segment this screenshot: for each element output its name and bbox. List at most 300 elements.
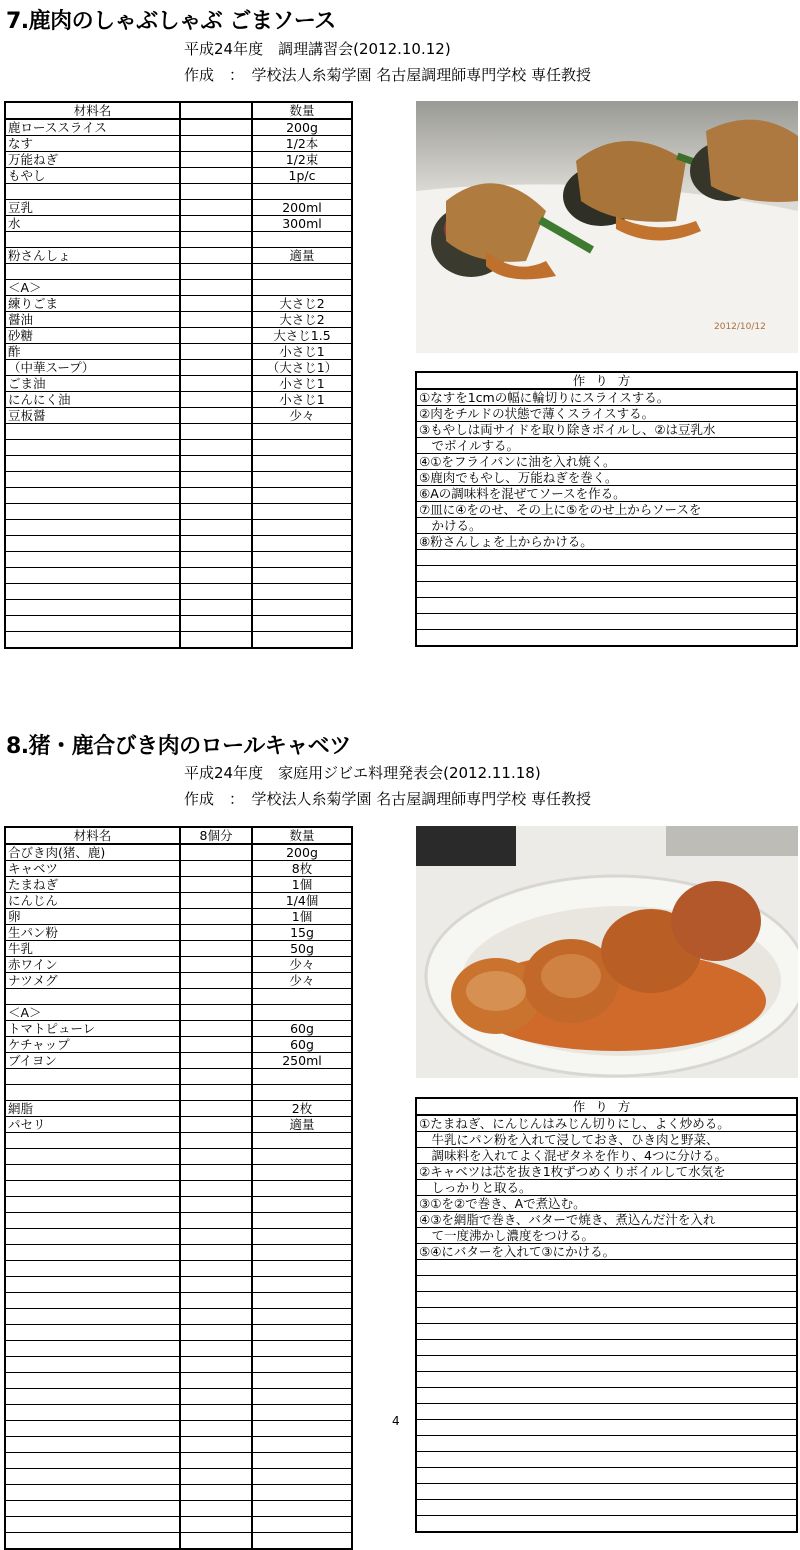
ingredient-name: キャベツ [5, 861, 180, 877]
ingredient-row [5, 1213, 352, 1229]
ingredient-name: 万能ねぎ [5, 152, 180, 168]
ingredient-serving [180, 941, 252, 957]
ingredient-qty [252, 280, 352, 296]
ingredient-serving [180, 1469, 252, 1485]
ingredient-row [5, 1437, 352, 1453]
ingredient-qty [252, 1341, 352, 1357]
ingredient-qty: 60g [252, 1037, 352, 1053]
ingredient-name [5, 1181, 180, 1197]
ingredient-qty [252, 1133, 352, 1149]
ingredient-name [5, 632, 180, 649]
header-name: 材料名 [5, 102, 180, 119]
ingredient-qty: 15g [252, 925, 352, 941]
ingredient-serving [180, 1101, 252, 1117]
ingredient-row [5, 1405, 352, 1421]
ingredient-row [5, 360, 352, 376]
ingredient-name [5, 1149, 180, 1165]
ingredient-serving [180, 1453, 252, 1469]
ingredient-serving [180, 536, 252, 552]
recipe2-title: 8.猪・鹿合びき肉のロールキャベツ [6, 734, 351, 759]
ingredient-row [5, 248, 352, 264]
ingredient-row [5, 1037, 352, 1053]
ingredient-row [5, 296, 352, 312]
ingredient-name: 砂糖 [5, 328, 180, 344]
ingredient-name: 粉さんしょ [5, 248, 180, 264]
ingredient-serving [180, 1069, 252, 1085]
ingredient-qty [252, 1453, 352, 1469]
step-text [416, 550, 797, 566]
step-row [416, 1164, 797, 1180]
ingredient-qty: 1/4個 [252, 893, 352, 909]
ingredient-serving [180, 472, 252, 488]
ingredient-qty [252, 1325, 352, 1341]
ingredient-row [5, 152, 352, 168]
ingredient-serving [180, 232, 252, 248]
ingredient-row [5, 504, 352, 520]
step-row [416, 582, 797, 598]
step-row [416, 1324, 797, 1340]
ingredient-name: 合びき肉(猪、鹿) [5, 844, 180, 861]
ingredient-serving [180, 1085, 252, 1101]
ingredient-serving [180, 504, 252, 520]
step-text [416, 1468, 797, 1484]
ingredient-qty: 少々 [252, 408, 352, 424]
ingredient-name [5, 1229, 180, 1245]
ingredient-serving [180, 925, 252, 941]
ingredient-serving [180, 1389, 252, 1405]
step-row [416, 1468, 797, 1484]
ingredient-serving [180, 893, 252, 909]
ingredient-row [5, 1133, 352, 1149]
ingredient-name: 赤ワイン [5, 957, 180, 973]
step-row [416, 470, 797, 486]
ingredient-serving [180, 1005, 252, 1021]
ingredient-row [5, 312, 352, 328]
ingredient-qty [252, 1517, 352, 1533]
ingredient-name [5, 1453, 180, 1469]
ingredient-serving [180, 1261, 252, 1277]
ingredient-qty: 1/2束 [252, 152, 352, 168]
ingredient-serving [180, 440, 252, 456]
ingredient-row [5, 1005, 352, 1021]
ingredient-row [5, 552, 352, 568]
ingredient-serving [180, 424, 252, 440]
ingredient-row [5, 232, 352, 248]
ingredient-serving [180, 392, 252, 408]
ingredient-serving [180, 632, 252, 649]
ingredient-qty [252, 1293, 352, 1309]
ingredient-qty [252, 1437, 352, 1453]
ingredient-serving [180, 957, 252, 973]
ingredient-row [5, 1245, 352, 1261]
ingredient-name: パセリ [5, 1117, 180, 1133]
ingredient-name [5, 1357, 180, 1373]
recipe1-event: 平成24年度 調理講習会(2012.10.12) [184, 40, 451, 58]
ingredient-row [5, 1469, 352, 1485]
ingredients-header-row [5, 102, 352, 119]
ingredient-serving [180, 280, 252, 296]
ingredient-row [5, 456, 352, 472]
ingredient-qty: 大さじ2 [252, 296, 352, 312]
step-row [416, 502, 797, 518]
ingredient-name [5, 504, 180, 520]
ingredient-qty: 1p/c [252, 168, 352, 184]
ingredient-name: ごま油 [5, 376, 180, 392]
ingredient-name [5, 424, 180, 440]
ingredient-row [5, 536, 352, 552]
ingredient-serving [180, 1117, 252, 1133]
header-qty: 数量 [252, 827, 352, 844]
step-row [416, 1212, 797, 1228]
ingredient-serving [180, 1053, 252, 1069]
ingredient-name [5, 552, 180, 568]
ingredient-row [5, 424, 352, 440]
ingredient-serving [180, 861, 252, 877]
ingredient-qty [252, 536, 352, 552]
ingredient-qty [252, 184, 352, 200]
ingredient-serving [180, 1133, 252, 1149]
ingredient-qty [252, 1085, 352, 1101]
ingredient-row [5, 957, 352, 973]
ingredient-row [5, 616, 352, 632]
ingredient-serving [180, 184, 252, 200]
step-text [416, 566, 797, 582]
ingredient-name: トマトピューレ [5, 1021, 180, 1037]
step-row [416, 1436, 797, 1452]
step-text: ②キャベツは芯を抜き1枚ずつめくりボイルして水気を [416, 1164, 797, 1180]
ingredient-serving [180, 1501, 252, 1517]
ingredient-name [5, 520, 180, 536]
ingredient-qty: 2枚 [252, 1101, 352, 1117]
ingredient-serving [180, 216, 252, 232]
steps-header: 作り方 [416, 1098, 797, 1115]
ingredient-row [5, 1357, 352, 1373]
ingredient-serving [180, 844, 252, 861]
step-text [416, 630, 797, 647]
ingredient-qty [252, 1405, 352, 1421]
ingredient-name [5, 1309, 180, 1325]
step-row [416, 1404, 797, 1420]
ingredient-serving [180, 1325, 252, 1341]
ingredient-serving [180, 152, 252, 168]
ingredient-name [5, 600, 180, 616]
ingredient-qty [252, 1005, 352, 1021]
ingredient-row [5, 877, 352, 893]
ingredient-qty: 適量 [252, 1117, 352, 1133]
ingredient-name [5, 1277, 180, 1293]
step-row [416, 566, 797, 582]
ingredient-name [5, 1469, 180, 1485]
step-text [416, 1388, 797, 1404]
ingredient-name [5, 1341, 180, 1357]
step-text: ④③を網脂で巻き、バターで焼き、煮込んだ汁を入れ [416, 1212, 797, 1228]
ingredient-row [5, 168, 352, 184]
ingredient-name [5, 1261, 180, 1277]
step-text [416, 582, 797, 598]
ingredient-qty [252, 1069, 352, 1085]
step-row [416, 1148, 797, 1164]
ingredient-qty [252, 456, 352, 472]
ingredient-name: もやし [5, 168, 180, 184]
step-text [416, 598, 797, 614]
ingredient-row [5, 264, 352, 280]
step-row [416, 1420, 797, 1436]
ingredient-qty [252, 1469, 352, 1485]
ingredient-row [5, 1101, 352, 1117]
step-row [416, 486, 797, 502]
step-row [416, 422, 797, 438]
ingredient-row [5, 1453, 352, 1469]
ingredient-qty: 大さじ2 [252, 312, 352, 328]
ingredient-qty [252, 600, 352, 616]
step-text: ③①を②で巻き、Aで煮込む。 [416, 1196, 797, 1212]
ingredient-row [5, 844, 352, 861]
step-text: ②肉をチルドの状態で薄くスライスする。 [416, 406, 797, 422]
ingredient-name: 豆板醤 [5, 408, 180, 424]
ingredient-serving [180, 1357, 252, 1373]
ingredient-qty [252, 552, 352, 568]
ingredient-serving [180, 136, 252, 152]
ingredients-header-row [5, 827, 352, 844]
step-text: ①なすを1cmの幅に輪切りにスライスする。 [416, 389, 797, 406]
step-text: ④①をフライパンに油を入れ焼く。 [416, 454, 797, 470]
step-text: ⑤鹿肉でもやし、万能ねぎを巻く。 [416, 470, 797, 486]
ingredient-row [5, 376, 352, 392]
step-row [416, 438, 797, 454]
step-row [416, 1292, 797, 1308]
ingredient-qty [252, 472, 352, 488]
ingredient-serving [180, 1485, 252, 1501]
ingredient-serving [180, 877, 252, 893]
ingredient-qty [252, 1245, 352, 1261]
ingredient-qty: 200ml [252, 200, 352, 216]
steps-header-row [416, 1098, 797, 1115]
ingredient-serving [180, 360, 252, 376]
ingredient-qty [252, 1229, 352, 1245]
recipe2-photo [416, 826, 798, 1078]
recipe1-photo [416, 101, 798, 353]
step-row [416, 1244, 797, 1260]
ingredient-row [5, 909, 352, 925]
ingredient-qty [252, 989, 352, 1005]
ingredient-serving [180, 119, 252, 136]
step-text: ⑦皿に④をのせ、その上に⑤をのせ上からソースを [416, 502, 797, 518]
ingredient-row [5, 632, 352, 649]
recipe2-author: 作成 ： 学校法人糸菊学園 名古屋調理師専門学校 専任教授 [184, 790, 592, 808]
ingredient-qty [252, 632, 352, 649]
ingredient-row [5, 1085, 352, 1101]
ingredient-qty [252, 1421, 352, 1437]
ingredient-qty: 60g [252, 1021, 352, 1037]
ingredient-row [5, 1341, 352, 1357]
ingredient-qty [252, 232, 352, 248]
step-text [416, 1308, 797, 1324]
step-text: 牛乳にパン粉を入れて浸しておき、ひき肉と野菜、 [416, 1132, 797, 1148]
ingredient-row [5, 136, 352, 152]
ingredient-name [5, 536, 180, 552]
ingredient-name: 網脂 [5, 1101, 180, 1117]
step-text [416, 1404, 797, 1420]
ingredient-qty: 300ml [252, 216, 352, 232]
step-text: でボイルする。 [416, 438, 797, 454]
ingredient-row [5, 280, 352, 296]
ingredient-name [5, 440, 180, 456]
ingredient-name [5, 1325, 180, 1341]
ingredient-serving [180, 456, 252, 472]
ingredient-name: 豆乳 [5, 200, 180, 216]
ingredient-serving [180, 408, 252, 424]
ingredient-serving [180, 1021, 252, 1037]
recipe2-event: 平成24年度 家庭用ジビエ料理発表会(2012.11.18) [184, 764, 541, 782]
ingredient-qty: 小さじ1 [252, 344, 352, 360]
ingredient-serving [180, 168, 252, 184]
ingredient-qty: 200g [252, 119, 352, 136]
ingredient-serving [180, 1229, 252, 1245]
ingredient-name: 醤油 [5, 312, 180, 328]
ingredient-serving [180, 1517, 252, 1533]
ingredient-row [5, 1021, 352, 1037]
step-text [416, 1500, 797, 1516]
ingredient-serving [180, 264, 252, 280]
ingredient-name: 卵 [5, 909, 180, 925]
ingredient-serving [180, 1533, 252, 1550]
ingredient-row [5, 568, 352, 584]
ingredient-name [5, 1213, 180, 1229]
step-text: ③もやしは両サイドを取り除きボイルし、②は豆乳水 [416, 422, 797, 438]
ingredient-row [5, 344, 352, 360]
ingredient-serving [180, 1293, 252, 1309]
ingredient-row [5, 925, 352, 941]
ingredient-qty [252, 1213, 352, 1229]
ingredient-name: ケチャップ [5, 1037, 180, 1053]
step-text: ⑧粉さんしょを上からかける。 [416, 534, 797, 550]
ingredient-name [5, 584, 180, 600]
ingredient-serving [180, 376, 252, 392]
ingredient-serving [180, 296, 252, 312]
ingredient-row [5, 1229, 352, 1245]
ingredient-qty [252, 1501, 352, 1517]
step-text [416, 1436, 797, 1452]
ingredient-row [5, 1277, 352, 1293]
ingredient-serving [180, 973, 252, 989]
header-serving [180, 102, 252, 119]
ingredient-row [5, 1293, 352, 1309]
ingredient-serving [180, 1165, 252, 1181]
ingredient-serving [180, 600, 252, 616]
ingredient-row [5, 1117, 352, 1133]
ingredient-row [5, 1325, 352, 1341]
ingredient-name [5, 1437, 180, 1453]
ingredient-qty: 50g [252, 941, 352, 957]
ingredient-name [5, 264, 180, 280]
ingredient-name: 酢 [5, 344, 180, 360]
ingredient-name [5, 456, 180, 472]
step-row [416, 1276, 797, 1292]
ingredient-row [5, 488, 352, 504]
header-serving: 8個分 [180, 827, 252, 844]
ingredient-name [5, 1197, 180, 1213]
ingredient-row [5, 600, 352, 616]
step-text [416, 1372, 797, 1388]
step-text [416, 1340, 797, 1356]
ingredient-qty [252, 1181, 352, 1197]
ingredient-name: ＜A＞ [5, 1005, 180, 1021]
ingredient-qty [252, 1389, 352, 1405]
step-row [416, 1500, 797, 1516]
ingredient-row [5, 1309, 352, 1325]
ingredient-name [5, 1405, 180, 1421]
ingredient-row [5, 408, 352, 424]
ingredient-qty: 8枚 [252, 861, 352, 877]
ingredient-name: （中華スープ） [5, 360, 180, 376]
step-row [416, 1260, 797, 1276]
ingredient-qty [252, 488, 352, 504]
ingredient-name [5, 1421, 180, 1437]
ingredient-name: にんじん [5, 893, 180, 909]
photo-date-stamp: 2012/10/12 [714, 322, 766, 332]
step-text: ⑥Aの調味料を混ぜてソースを作る。 [416, 486, 797, 502]
ingredient-qty [252, 1197, 352, 1213]
ingredient-qty [252, 424, 352, 440]
ingredient-serving [180, 1213, 252, 1229]
ingredient-serving [180, 584, 252, 600]
ingredient-qty: （大さじ1） [252, 360, 352, 376]
step-row [416, 518, 797, 534]
header-name: 材料名 [5, 827, 180, 844]
ingredient-serving [180, 312, 252, 328]
ingredient-qty: 少々 [252, 973, 352, 989]
ingredient-qty [252, 520, 352, 536]
ingredient-name [5, 488, 180, 504]
ingredient-row [5, 216, 352, 232]
ingredient-qty [252, 584, 352, 600]
ingredient-row [5, 584, 352, 600]
ingredient-qty: 1個 [252, 877, 352, 893]
ingredient-qty: 200g [252, 844, 352, 861]
ingredient-row [5, 861, 352, 877]
step-row [416, 1516, 797, 1533]
ingredient-qty [252, 1165, 352, 1181]
step-text: ①たまねぎ、にんじんはみじん切りにし、よく炒める。 [416, 1115, 797, 1132]
ingredient-qty [252, 1261, 352, 1277]
step-text [416, 1324, 797, 1340]
page-number: 4 [392, 1414, 400, 1428]
ingredient-row [5, 1421, 352, 1437]
ingredient-qty [252, 1357, 352, 1373]
step-row [416, 1115, 797, 1132]
ingredient-serving [180, 200, 252, 216]
ingredient-serving [180, 1181, 252, 1197]
ingredient-name: 練りごま [5, 296, 180, 312]
ingredient-row [5, 1533, 352, 1550]
ingredient-row [5, 119, 352, 136]
ingredient-row [5, 1389, 352, 1405]
steps-header-row [416, 372, 797, 389]
ingredient-qty [252, 504, 352, 520]
ingredient-row [5, 1261, 352, 1277]
step-row [416, 1340, 797, 1356]
ingredient-row [5, 472, 352, 488]
ingredient-serving [180, 1037, 252, 1053]
ingredient-qty: 250ml [252, 1053, 352, 1069]
ingredient-name [5, 989, 180, 1005]
ingredient-name [5, 1517, 180, 1533]
recipe1-author: 作成 ： 学校法人糸菊学園 名古屋調理師専門学校 専任教授 [184, 66, 592, 84]
step-text [416, 1420, 797, 1436]
recipe1-title: 7.鹿肉のしゃぶしゃぶ ごまソース [6, 9, 336, 34]
ingredient-row [5, 1517, 352, 1533]
ingredient-name: 鹿ローススライス [5, 119, 180, 136]
